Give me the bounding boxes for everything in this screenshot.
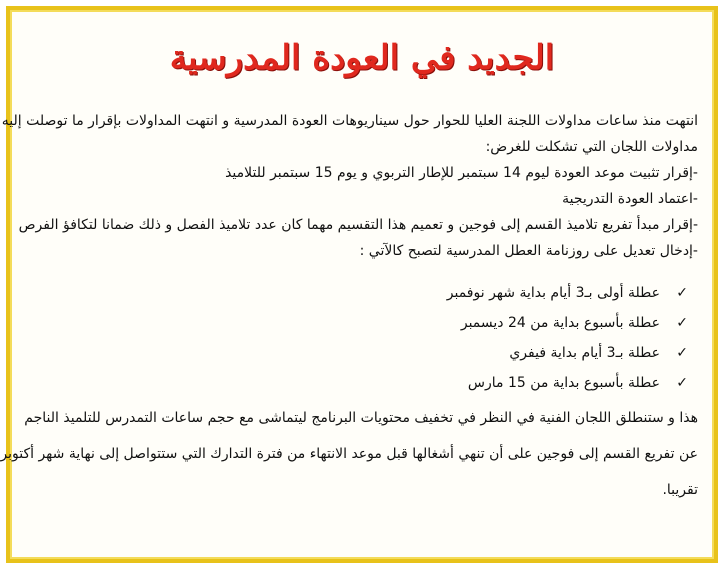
holiday-item: [26, 368, 688, 398]
closing-line: عن تفريع القسم إلى فوجين على أن تنهي أشغالها قبل موعد الانتهاء من فترة التدارك التي ستتواصل إلى نهاية شهر أكتوبر: [0, 446, 698, 462]
check-icon: ✓: [676, 285, 688, 301]
decision-item: -إقرار تثبيت موعد العودة ليوم 14 سبتمبر للإطار التربوي و يوم 15 سبتمبر للتلاميذ: [225, 165, 698, 181]
holiday-item: [26, 338, 688, 368]
closing-paragraph: [0, 400, 698, 508]
check-icon: ✓: [676, 375, 688, 391]
decisions-list: [18, 160, 698, 264]
check-icon: ✓: [676, 345, 688, 361]
check-icon: ✓: [676, 315, 688, 331]
holiday-list: [26, 278, 698, 398]
decision-item: -إقرار مبدأ تفريع تلاميذ القسم إلى فوجين و تعميم هذا التقسيم مهما كان عدد تلاميذ الفصل و ذلك ضمانا لتكافؤ الفرص: [18, 217, 698, 233]
intro-line-1: انتهت منذ ساعات مداولات اللجنة العليا للحوار حول سيناريوهات العودة المدرسية و انتهت المداولات بإقرار ما توصلت إليه: [1, 113, 698, 129]
holiday-item: [26, 308, 688, 338]
holiday-text: عطلة أولى بـ3 أيام بداية شهر نوفمبر: [446, 285, 660, 301]
holiday-text: عطلة بـ3 أيام بداية فيفري: [509, 345, 660, 361]
holiday-text: عطلة بأسبوع بداية من 24 ديسمبر: [460, 315, 660, 331]
closing-line: تقريبا.: [662, 482, 698, 498]
closing-line: هذا و ستنطلق اللجان الفنية في النظر في تخفيف محتويات البرنامج ليتماشى مع حجم ساعات التمدرس للتلميذ الناجم: [24, 410, 698, 426]
holiday-item: [26, 278, 688, 308]
decision-item: -إدخال تعديل على روزنامة العطل المدرسية لتصبح كالآتي :: [359, 243, 698, 259]
decision-item: -اعتماد العودة التدريجية: [562, 191, 698, 207]
document-title: الجديد في العودة المدرسية: [169, 38, 555, 78]
intro-line-2: مداولات اللجان التي تشكلت للغرض:: [485, 139, 698, 155]
document-body: [0, 20, 698, 549]
holiday-text: عطلة بأسبوع بداية من 15 مارس: [467, 375, 660, 391]
intro-paragraph: [1, 108, 698, 160]
document-frame: [0, 6, 718, 563]
